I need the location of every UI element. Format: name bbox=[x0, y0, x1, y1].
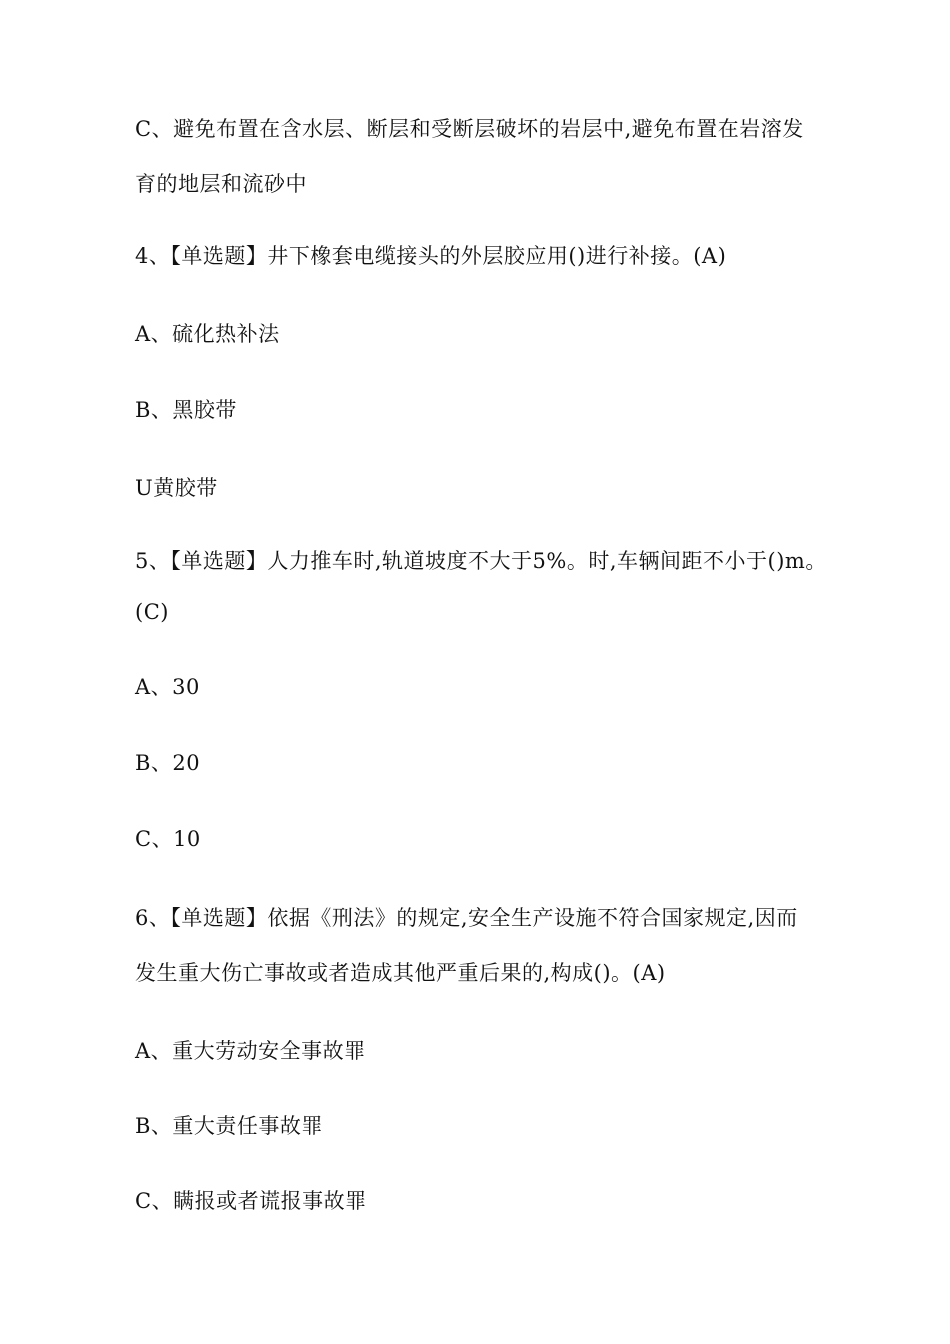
q4-option-b: B、黑胶带 bbox=[135, 398, 237, 422]
question-4-text: 4、【单选题】井下橡套电缆接头的外层胶应用()进行补接。(A) bbox=[135, 244, 727, 268]
q5-option-c: C、10 bbox=[135, 827, 201, 851]
q6-option-b: B、重大责任事故罪 bbox=[135, 1114, 323, 1138]
q4-option-c: U黄胶带 bbox=[135, 476, 218, 500]
q5-option-b: B、20 bbox=[135, 751, 201, 775]
option-c-q3-line2: 育的地层和流砂中 bbox=[135, 172, 307, 196]
q5-option-a: A、30 bbox=[135, 675, 200, 699]
question-6-text-line2: 发生重大伤亡事故或者造成其他严重后果的,构成()。(A) bbox=[135, 961, 666, 985]
question-5-text-line2: (C) bbox=[135, 600, 169, 624]
question-6-text-line1: 6、【单选题】依据《刑法》的规定,安全生产设施不符合国家规定,因而 bbox=[135, 906, 798, 930]
q6-option-a: A、重大劳动安全事故罪 bbox=[135, 1039, 366, 1063]
option-c-q3-line1: C、避免布置在含水层、断层和受断层破坏的岩层中,避免布置在岩溶发 bbox=[135, 117, 804, 141]
question-5-text-line1: 5、【单选题】人力推车时,轨道坡度不大于5%。时,车辆间距不小于()m。 bbox=[135, 549, 827, 573]
q6-option-c: C、瞒报或者谎报事故罪 bbox=[135, 1189, 367, 1213]
q4-option-a: A、硫化热补法 bbox=[135, 322, 280, 346]
